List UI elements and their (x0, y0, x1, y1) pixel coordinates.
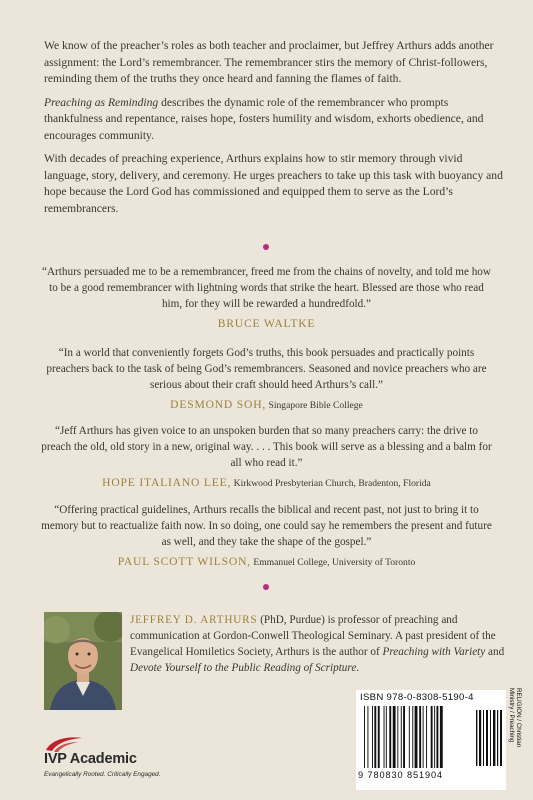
publisher-name: IVP Academic (44, 751, 137, 767)
description-paragraph-1: We know of the preacher’s roles as both teacher and proclaimer, but Jeffrey Arthurs adds another assignment: the Lord’s remembrancer. The remembrancer stirs the memory of Christ-followers, reminding them of the truths they once heard and fanning the flames of faith. (44, 39, 494, 85)
endorsement-4 (40, 502, 493, 571)
description-paragraph-3: With decades of preaching experience, Arthurs explains how to stir memory through vivid language, story, delivery, and ceremony. He urges preachers to take up this task with buoyancy and hope because the Lord God has commissioned and equipped them to serve as the Lord’s remembrancers. (44, 152, 503, 215)
endorsement-2 (40, 345, 493, 414)
author-bio-text: and (485, 646, 505, 658)
divider-dot (263, 244, 269, 250)
endorsement-attribution (40, 316, 493, 333)
author-book-2: Devote Yourself to the Public Reading of Scripture (130, 662, 357, 674)
endorser-affiliation: Kirkwood Presbyterian Church, Bradenton, Florida (231, 478, 431, 489)
endorsement-text: “In a world that conveniently forgets God’s truths, this book persuades and practically points preachers back to the task of being God’s remembrancers. Seasoned and novice preachers who are serious about their craft should heed Arthurs’s call.” (46, 347, 487, 391)
endorser-name: DESMOND SOH, (170, 398, 267, 411)
divider-dot (263, 584, 269, 590)
category-line-1: RELIGION / Christian (515, 688, 522, 748)
endorser-affiliation: Emmanuel College, University of Toronto (250, 557, 416, 568)
endorsement-attribution (40, 475, 493, 492)
author-name: JEFFREY D. ARTHURS (130, 614, 258, 626)
description-paragraph-2 (44, 95, 504, 145)
endorsement-1 (40, 264, 493, 333)
endorser-name: HOPE ITALIANO LEE, (102, 476, 232, 489)
author-bio (130, 612, 510, 676)
author-book-1: Preaching with Variety (382, 646, 486, 658)
bisac-category (508, 688, 522, 747)
author-bio-text: (PhD, Purdue) is professor of preaching and communication at Gordon-Conwell Theological Seminary. A past president of the Evangelical Homiletics Society, Arthurs is the author of (130, 614, 496, 658)
endorsement-text: “Jeff Arthurs has given voice to an unspoken burden that so many preachers carry: the drive to preach the old, old story in a new, original way. . . . This book will serve as a blessing and a balm for all who read it.” (41, 425, 492, 469)
book-description (44, 38, 504, 224)
barcode-area (356, 690, 506, 790)
isbn-label: ISBN 978-0-8308-5190-4 (360, 692, 474, 703)
endorser-name: PAUL SCOTT WILSON, (117, 555, 251, 568)
barcode-digits: 9 780830 851904 (358, 770, 444, 780)
barcode-icon (364, 706, 468, 770)
description-paragraph-2-text: describes the dynamic role of the remembrancer who prompts thankfulness and repentance, raises hope, fosters humility and wisdom, exhorts obedience, and encourages community. (44, 95, 484, 142)
endorsement-text: “Arthurs persuaded me to be a remembrancer, freed me from the chains of novelty, and told me how to be a good remembrancer with lightning words that strike the heart. Blessed are those who read him, for they will be rewarded a hundredfold.” (42, 266, 491, 310)
endorser-affiliation: Singapore Bible College (266, 400, 363, 411)
publisher-tagline: Evangelically Rooted. Critically Engaged. (44, 771, 161, 778)
endorser-name: BRUCE WALTKE (217, 317, 316, 330)
author-photo (44, 612, 122, 710)
book-title: Preaching as Reminding (44, 95, 159, 109)
price-barcode-icon (474, 706, 504, 782)
endorsement-text: “Offering practical guidelines, Arthurs recalls the biblical and recent past, not just to bring it to memory but to reactualize faith now. In so doing, one could say he remembers the present and future as well, and they take the shape of the gospel.” (41, 504, 492, 548)
author-bio-text: . (356, 662, 360, 674)
endorsement-attribution (40, 397, 493, 414)
publisher-logo (42, 735, 192, 785)
category-line-2: Ministry / Preaching (507, 688, 515, 743)
endorsement-attribution (40, 554, 493, 571)
endorsement-3 (40, 423, 493, 492)
